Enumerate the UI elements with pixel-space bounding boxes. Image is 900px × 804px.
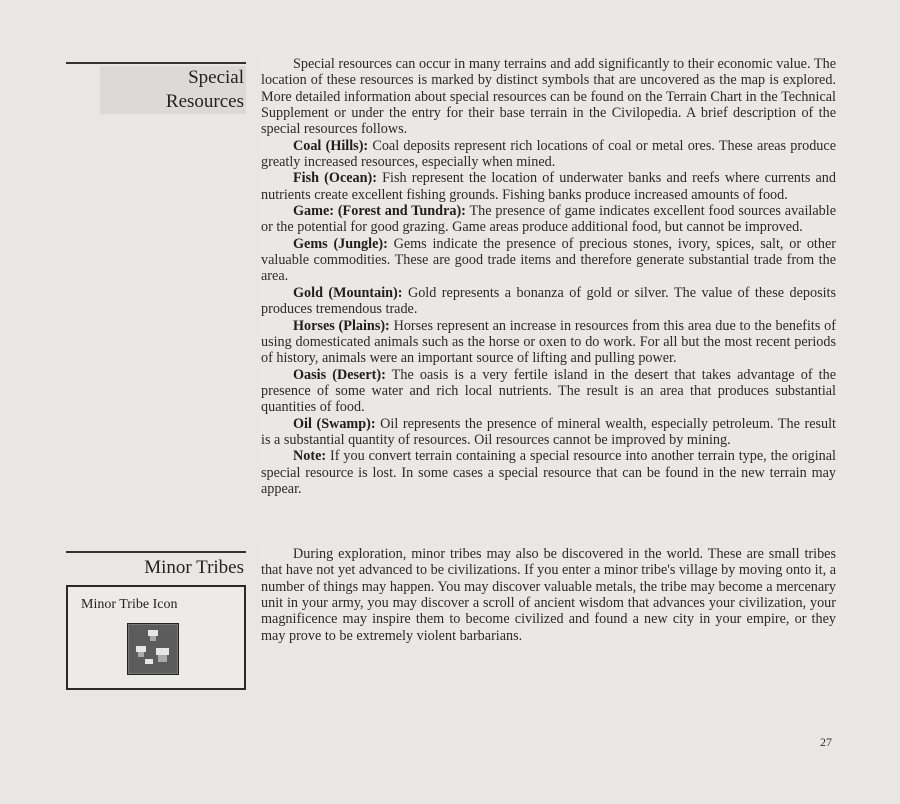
minor-tribes-paragraph: During exploration, minor tribes may also be discovered in the world. These are small tribes that have not yet advanced to be civilizations. If you enter a minor tribe's village by moving onto it, a number of things may happen. You may discover valuable metals, the tribe may become a mercenary unit in your army, you may discover a scroll of ancient wisdom that advances your civilization, your magnificence may inspire them to become civilized and found a new city in your empire, or they may prove to be extremely violent barbarians.: [261, 546, 836, 644]
page-number: 27: [820, 735, 832, 749]
section-rule-minor-tribes: [66, 551, 246, 553]
resource-term: Horses (Plains):: [293, 317, 390, 334]
section-rule-special-resources: [66, 62, 246, 64]
resource-term: Oil (Swamp):: [293, 415, 376, 432]
resource-description: Coal deposits represent rich locations of coal or metal ores. These areas produce greatly increased resources, especially when mined.: [261, 137, 836, 171]
resource-note: [261, 448, 836, 497]
resource-description: Fish represent the location of underwater banks and reefs where currents and nutrients create excellent fishing grounds. Fishing banks produce increased amounts of food.: [261, 170, 836, 203]
resource-term: Gold (Mountain):: [293, 284, 403, 301]
resource-term: Game: (Forest and Tundra):: [293, 203, 466, 220]
special-resources-intro: Special resources can occur in many terrains and add significantly to their economic value. The location of these resources is marked by distinct symbols that are uncovered as the map is explored. More detailed information about special resources can be found on the Terrain Chart in the Technical Supplement or under the entry for their base terrain in the Civilopedia. A brief description of the special resources follows.: [261, 56, 836, 138]
resource-term: Coal (Hills):: [293, 137, 369, 154]
minor-tribe-village-icon: [127, 623, 179, 675]
icon-box-title: Minor Tribe Icon: [81, 597, 178, 612]
resource-entry: [261, 367, 836, 416]
heading-minor-tribes: Minor Tribes: [144, 557, 244, 578]
resource-description: Oil represents the presence of mineral wealth, especially petroleum. The result is a substantial quantity of resources. Oil resources cannot be improved by mining.: [261, 415, 836, 448]
minor-tribes-body: [261, 546, 836, 644]
resource-entry: [261, 236, 836, 285]
resource-term: Fish (Ocean):: [293, 170, 377, 187]
resource-entry: [261, 416, 836, 449]
note-description: If you convert terrain containing a special resource into another terrain type, the original special resource is lost. In some cases a special resource that can be found in the new terrain may appear.: [261, 448, 836, 497]
resource-entry: [261, 203, 836, 236]
resource-term: Oasis (Desert):: [293, 366, 386, 383]
resource-entry: [261, 170, 836, 203]
heading-special-resources: Special Resources: [100, 66, 246, 114]
resource-entry: [261, 318, 836, 367]
resource-description: Gold represents a bonanza of gold or silver. The value of these deposits produces tremendous trade.: [261, 284, 836, 318]
resource-description: The oasis is a very fertile island in the desert that takes advantage of the presence of some water and rich local nutrients. The result is an area that produces substantial quantities of food.: [261, 366, 837, 416]
resource-description: The presence of game indicates excellent food sources available or the potential for good grazing. Game areas produce additional food, but cannot be improved.: [261, 203, 836, 236]
minor-tribe-icon-box: [66, 585, 246, 690]
resource-term: Gems (Jungle):: [293, 235, 388, 252]
resource-entry: [261, 285, 836, 318]
note-term: Note:: [293, 448, 327, 465]
resource-entry: [261, 138, 836, 171]
resource-description: Horses represent an increase in resources from this area due to the benefits of using domesticated animals such as the horse or oxen to do work. For all but the most recent periods of history, animals were an important source of lifting and pulling power.: [261, 317, 837, 367]
special-resources-body: [261, 56, 836, 497]
resource-description: Gems indicate the presence of precious stones, ivory, spices, salt, or other valuable commodities. These are good trade items and therefore generate substantial trade from the area.: [261, 235, 836, 285]
